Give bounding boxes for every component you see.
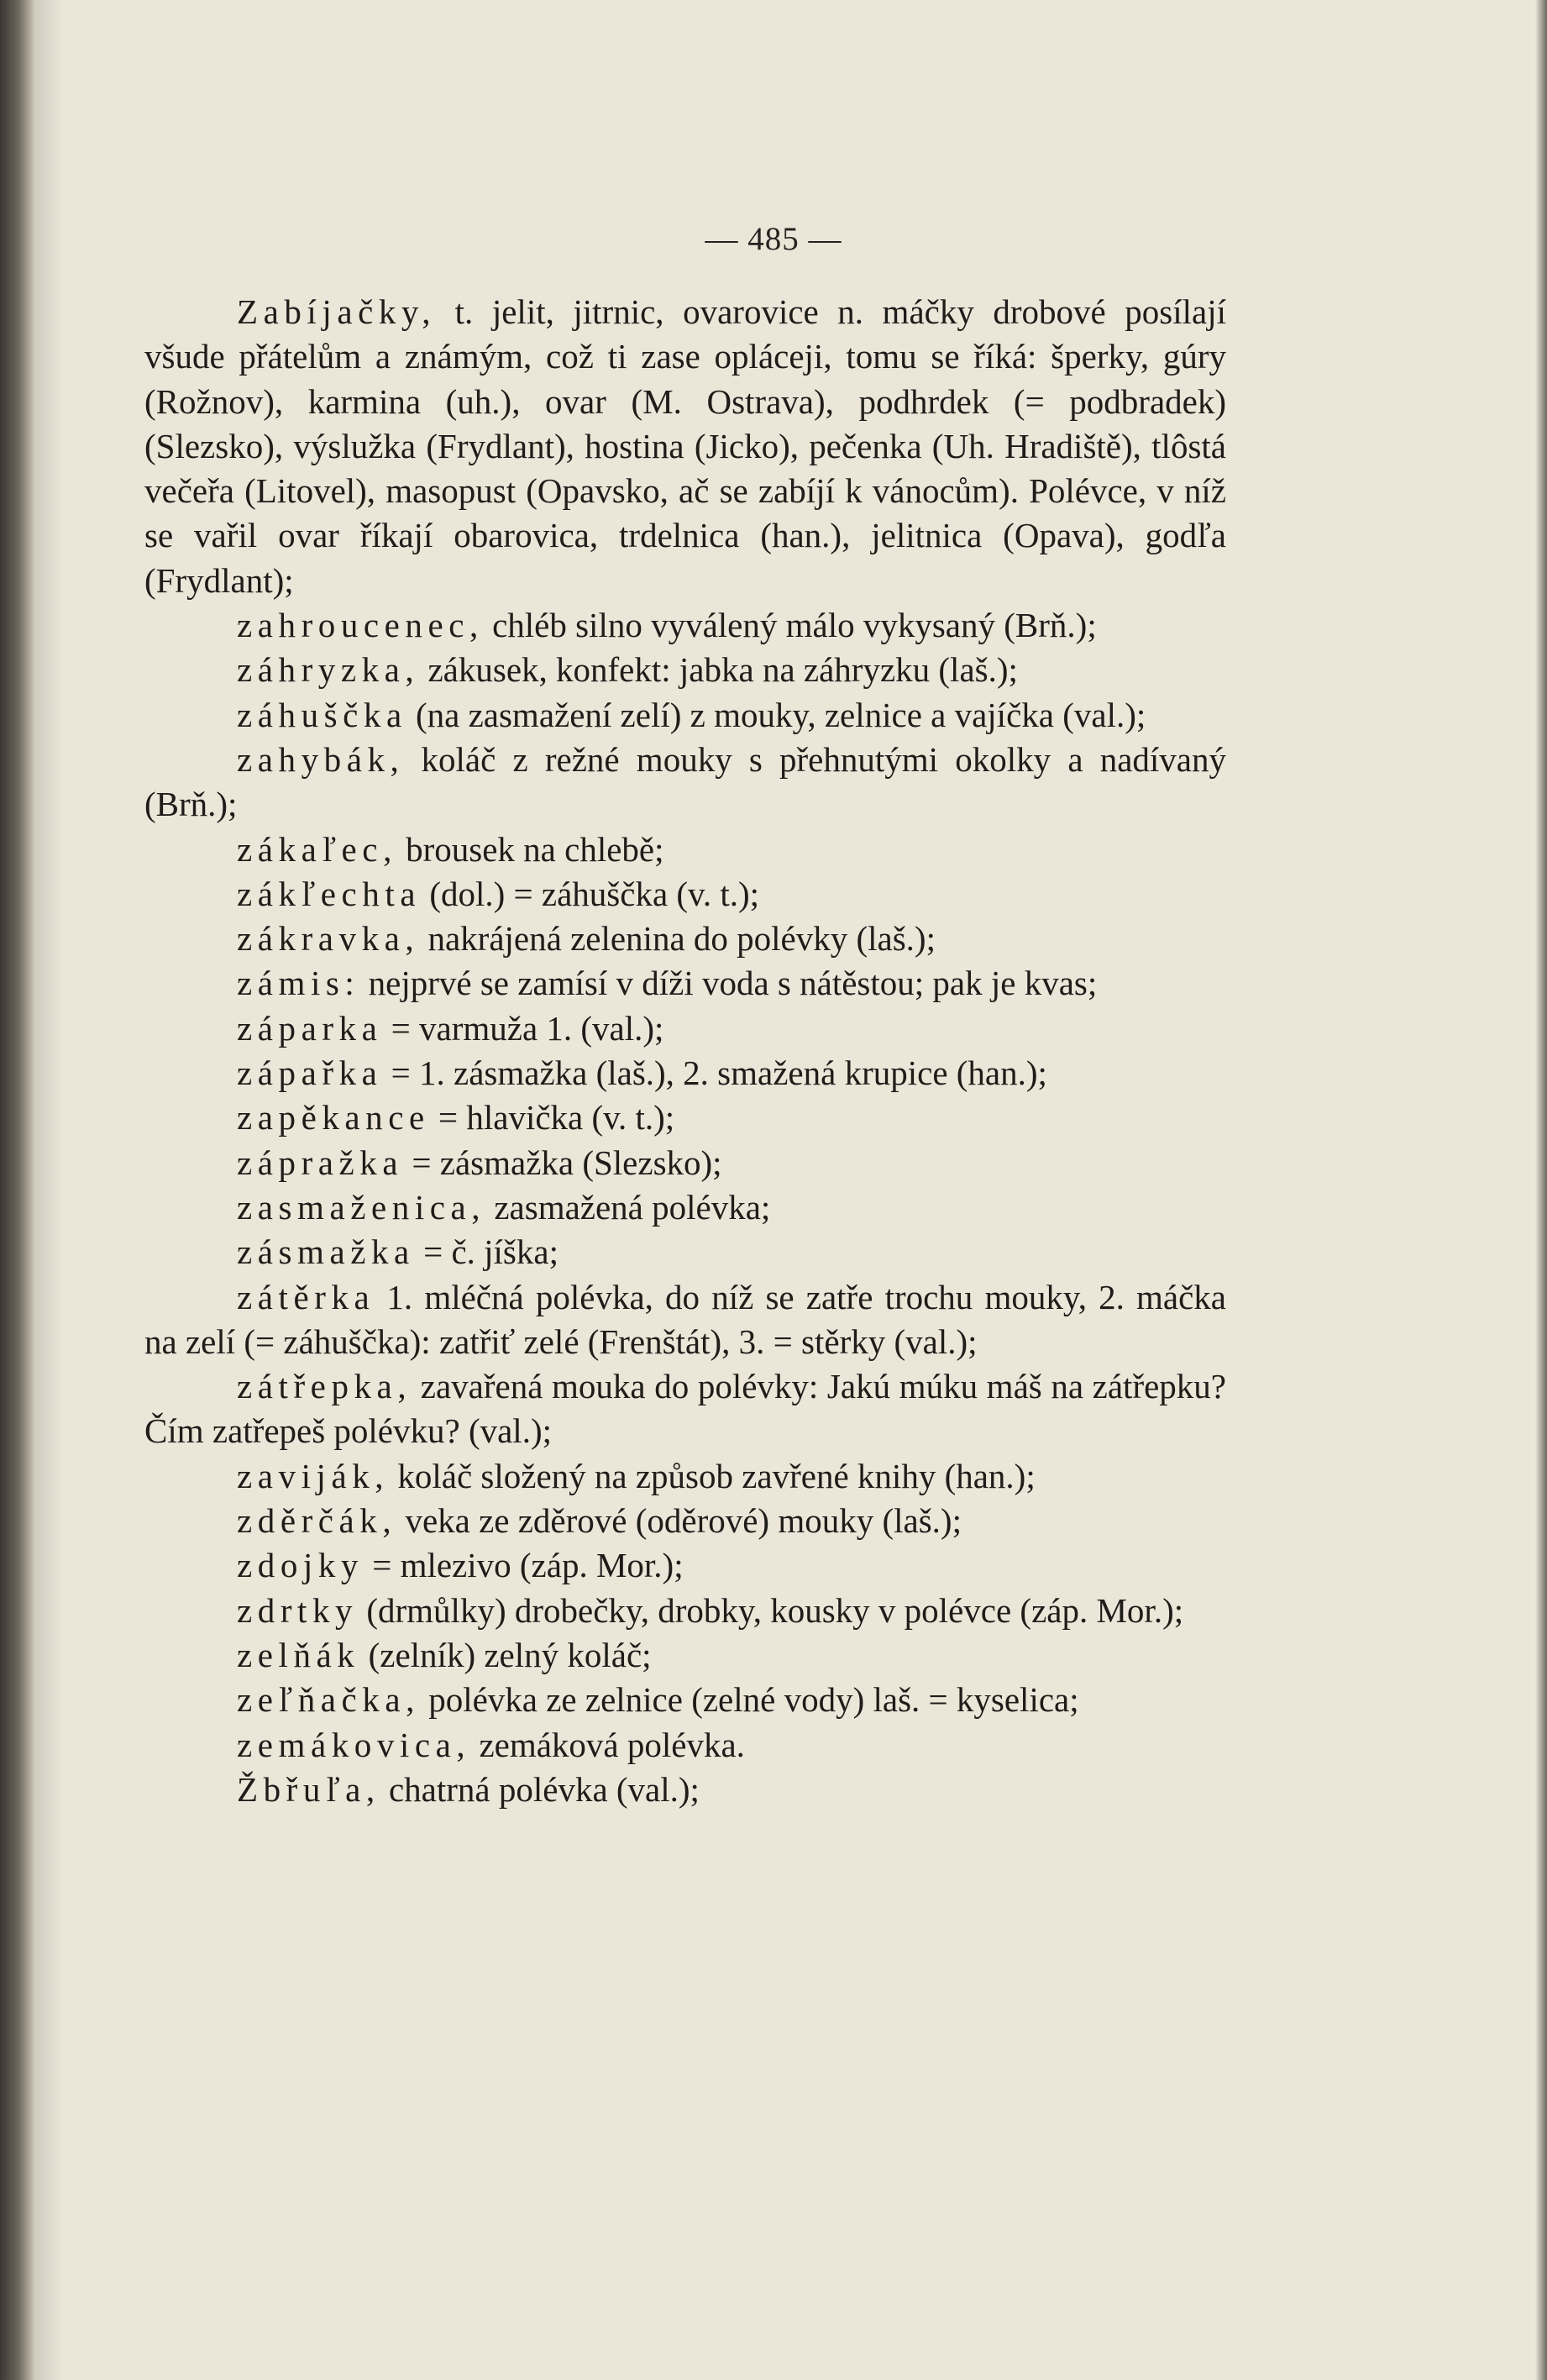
definition: nejprvé se zamísí v díži voda s nátěstou; pak je kvas; — [359, 964, 1098, 1003]
headword: zápražka — [237, 1143, 404, 1182]
definition: t. jelit, jitrnic, ovarovice n. máčky drobové posílají všude přátelům a známým, což ti zase opláceji, tomu se říká: šperky, gúry (Rožnov), karmina (uh.), ovar (M. Ostrava), podhrdek (= podbradek) (Slezsko), výslužka (Frydlant), hostina (Jicko), pečenka (Uh. Hradiště), tlôstá večeřa (Litovel), masopust (Opavsko, ač se zabíjí k vánocům). Polévce, v níž se vařil ovar říkají obarovica, trdelnica (han.), jelitnica (Opava), godľa (Frydlant); — [144, 292, 1226, 600]
definition: = hlavička (v. t.); — [429, 1098, 675, 1137]
entry-zemakovica — [144, 1723, 1226, 1768]
definition: zavařená mouka do polévky: Jakú múku máš na zátřepku? Čím zatřepeš polévku? (val.); — [144, 1367, 1226, 1451]
entry-zelnak — [144, 1633, 1226, 1678]
entry-zelnacka — [144, 1678, 1226, 1722]
definition: (na zasmažení zelí) z mouky, zelnice a vajíčka (val.); — [406, 695, 1146, 734]
entry-zatrepka — [144, 1364, 1226, 1454]
definition: zasmažená polévka; — [485, 1187, 771, 1227]
page-number: — 485 — — [705, 221, 842, 257]
definition: nakrájená zelenina do polévky (laš.); — [419, 919, 936, 959]
definition: = zásmažka (Slezsko); — [403, 1143, 722, 1182]
definition: veka ze zděrové (oděrové) mouky (laš.); — [396, 1501, 962, 1541]
headword: zaviják, — [237, 1456, 390, 1495]
headword: zámis: — [237, 964, 360, 1003]
entry-zaprazka — [144, 1141, 1226, 1185]
entry-zakalec — [144, 827, 1226, 872]
headword: zelňák — [237, 1635, 360, 1674]
headword: zátřepka, — [237, 1367, 412, 1406]
headword: zákľechta — [237, 874, 422, 913]
headword: záhryzka, — [237, 650, 420, 690]
page-edge-shadow — [1535, 0, 1547, 2380]
definition: = varmuža 1. (val.); — [382, 1008, 664, 1048]
headword: zděrčák, — [237, 1501, 397, 1541]
entry-zasmazka — [144, 1230, 1226, 1274]
entry-zahroucenec — [144, 603, 1226, 648]
entry-zavijak — [144, 1454, 1226, 1499]
entry-zdrtky — [144, 1589, 1226, 1633]
headword: zahroucenec, — [237, 606, 484, 645]
entry-zdercak — [144, 1499, 1226, 1543]
headword: zdojky — [237, 1546, 364, 1585]
headword: zapěkance — [237, 1098, 430, 1137]
entry-zahryzka — [144, 648, 1226, 692]
definition: koláč z režné mouky s přehnutými okolky a nadívaný (Brň.); — [144, 739, 1226, 824]
entry-zabijacky — [144, 290, 1226, 603]
definition: brousek na chlebě; — [396, 829, 664, 869]
definition: chléb silno vyválený málo vykysaný (Brň.); — [483, 606, 1097, 645]
definition: polévka ze zelnice (zelné vody) laš. = kyselica; — [419, 1680, 1079, 1720]
headword: záhuščka — [237, 695, 407, 734]
dictionary-text — [144, 290, 1226, 1812]
entry-zahuscka — [144, 693, 1226, 738]
headword: zemákovica, — [237, 1725, 471, 1764]
entry-zapekance — [144, 1095, 1226, 1140]
headword: zeľňačka, — [237, 1680, 420, 1720]
definition: (dol.) = záhuščka (v. t.); — [421, 874, 760, 913]
headword: zásmažka — [237, 1232, 415, 1272]
definition: = č. jíška; — [414, 1232, 558, 1272]
entry-zaklechta — [144, 872, 1226, 917]
headword: zápařka — [237, 1053, 383, 1093]
definition: zemáková polévka. — [470, 1725, 745, 1764]
entry-zbrula — [144, 1768, 1226, 1812]
headword: zákaľec, — [237, 829, 397, 869]
headword: zákravka, — [237, 919, 420, 959]
definition: zákusek, konfekt: jabka na záhryzku (laš.); — [419, 650, 1018, 690]
headword: Žbřuľa, — [237, 1769, 380, 1809]
entry-zdojky — [144, 1543, 1226, 1588]
headword: záparka — [237, 1008, 383, 1048]
headword: Zabíjačky, — [237, 292, 437, 331]
entry-zaterka — [144, 1275, 1226, 1365]
entry-zakravka — [144, 917, 1226, 961]
headword: zasmaženica, — [237, 1187, 486, 1227]
entry-zaparka-2 — [144, 1051, 1226, 1095]
definition: = mlezivo (záp. Mor.); — [363, 1546, 684, 1585]
headword: zahybák, — [237, 739, 405, 779]
entry-zamis — [144, 961, 1226, 1006]
definition: (drmůlky) drobečky, drobky, kousky v polévce (záp. Mor.); — [358, 1590, 1184, 1630]
entry-zaparka — [144, 1006, 1226, 1051]
headword: zdrtky — [237, 1590, 359, 1630]
definition: = 1. zásmažka (laš.), 2. smažená krupice (han.); — [382, 1053, 1047, 1093]
headword: zátěrka — [237, 1277, 375, 1316]
definition: chatrná polévka (val.); — [380, 1769, 700, 1809]
definition: koláč složený na způsob zavřené knihy (han.); — [389, 1456, 1036, 1495]
entry-zasmazenica — [144, 1185, 1226, 1230]
definition: (zelník) zelný koláč; — [359, 1635, 652, 1674]
entry-zahybak — [144, 738, 1226, 827]
definition: 1. mléčná polévka, do níž se zatře trochu mouky, 2. máčka na zelí (= záhuščka): zatřiť zelé (Frenštát), 3. = stěrky (val.); — [144, 1277, 1226, 1361]
book-spine — [0, 0, 34, 2380]
